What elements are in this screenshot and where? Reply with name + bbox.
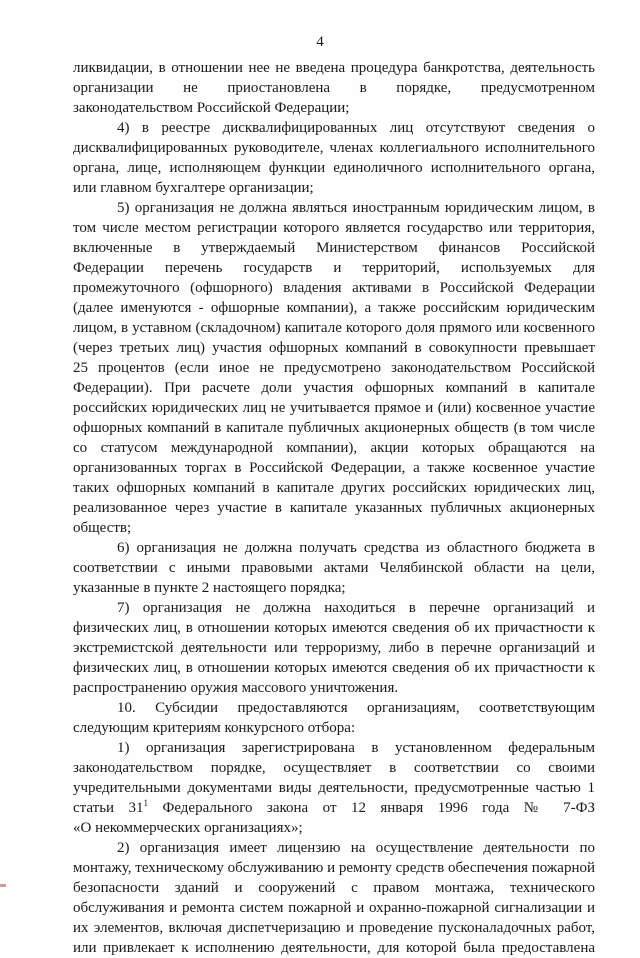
text-line-content: организованных торгах в Российской Федерации, а также косвенное участие (73, 460, 595, 476)
text-line-content: со статусом международной компании), акции которых обращаются на (73, 440, 595, 456)
text-line (73, 498, 595, 518)
text-line-content: «О некоммерческих организациях»; (73, 820, 303, 836)
text-line-content: 6) организация не должна получать средства из областного бюджета в (117, 540, 595, 556)
text-line (73, 458, 595, 478)
text-line-content: офшорных компаний в капитале публичных акционерных обществ (в том числе (73, 420, 595, 436)
text-line (73, 518, 595, 538)
text-line-content: обществ; (73, 520, 132, 536)
text-line (73, 218, 595, 238)
text-line-content: 10. Субсидии предоставляются организациям, соответствующим (117, 700, 595, 716)
text-line-content: включенные в утверждаемый Министерством финансов Российской (73, 240, 595, 256)
text-line-content: монтажу, техническому обслуживанию и ремонту средств обеспечения пожарной (73, 860, 595, 876)
text-line-content: (далее именуются - офшорные компании), а также российским юридическим (73, 300, 595, 316)
text-line (73, 78, 595, 98)
text-line-content: законодательством Российской Федерации; (73, 100, 350, 116)
text-line-content: физических лиц, в отношении которых имеются сведения об их причастности к (73, 660, 595, 676)
document-body (73, 58, 595, 958)
text-line (73, 158, 595, 178)
text-line-content: лицом, в уставном (складочном) капитале которого доля прямого или косвенного (73, 320, 595, 336)
text-line (73, 898, 595, 918)
text-line-content: 5) организация не должна являться иностранным юридическим лицом, в (117, 200, 595, 216)
text-line-content: следующим критериям конкурсного отбора: (73, 720, 356, 736)
text-line (73, 938, 595, 958)
text-line-content: или привлекает к исполнению деятельности, для которой была предоставлена (73, 940, 595, 956)
text-line (73, 878, 595, 898)
text-line-content: соответствии с иными правовыми актами Челябинской области на цели, (73, 560, 595, 576)
text-line-content: законодательством порядке, осуществляет в соответствии со своими (73, 760, 595, 776)
text-line-content: (через третьих лиц) участия офшорных компаний в совокупности превышает (73, 340, 595, 356)
text-line (73, 798, 595, 818)
text-line-content: обслуживания и ремонта систем пожарной и охранно-пожарной сигнализации и (73, 900, 595, 916)
superscript: 1 (143, 798, 149, 808)
text-line-content: реализованное через участие в капитале указанных публичных акционерных (73, 500, 595, 516)
text-line (73, 418, 595, 438)
text-line-content: 25 процентов (если иное не предусмотрено законодательством Российской (73, 360, 595, 376)
text-line (73, 918, 595, 938)
text-line-content: 7) организация не должна находиться в перечне организаций и (117, 600, 595, 616)
text-line (73, 318, 595, 338)
text-line (73, 538, 595, 558)
text-line (73, 358, 595, 378)
page-number: 4 (316, 34, 324, 50)
text-line (73, 558, 595, 578)
text-line-content: их элементов, включая диспетчеризацию и проведение пусконаладочных работ, (73, 920, 595, 936)
text-line (73, 598, 595, 618)
text-line-content: Федерации). При расчете доли участия офшорных компаний в капитале (73, 380, 595, 396)
text-line (73, 258, 595, 278)
text-line-content: или главном бухгалтере организации; (73, 180, 314, 196)
text-line (73, 98, 595, 118)
text-line-content: Федерации перечень государств и территорий, используемых для (73, 260, 595, 276)
text-line (73, 578, 595, 598)
text-line-content: российских юридических лиц не учитывается прямое и (или) косвенное участие (73, 400, 595, 416)
text-line-content: 2) организация имеет лицензию на осуществление деятельности по (117, 840, 595, 856)
text-line (73, 638, 595, 658)
text-line (73, 658, 595, 678)
text-line (73, 278, 595, 298)
text-line-content: дисквалифицированных руководителе, членах коллегиального исполнительного (73, 140, 595, 156)
text-line (73, 58, 595, 78)
text-line (73, 718, 595, 738)
text-line-content: физических лиц, в отношении которых имеются сведения об их причастности к (73, 620, 595, 636)
text-line (73, 298, 595, 318)
text-line-content: безопасности зданий и сооружений с правом монтажа, технического (73, 880, 595, 896)
text-line (73, 698, 595, 718)
text-line (73, 818, 595, 838)
text-line-content: распространению оружия массового уничтожения. (73, 680, 399, 696)
text-line-content: учредительными документами виды деятельности, предусмотренные частью 1 (73, 780, 595, 796)
text-line (73, 778, 595, 798)
text-line (73, 378, 595, 398)
text-line-content: экстремистской деятельности или терроризму, либо в перечне организаций и (73, 640, 595, 656)
scan-edge-mark (0, 884, 6, 887)
text-line (73, 678, 595, 698)
text-line-content: статьи 31 (73, 800, 144, 816)
text-line (73, 838, 595, 858)
text-line (73, 138, 595, 158)
text-line (73, 758, 595, 778)
text-line-content: ликвидации, в отношении нее не введена процедура банкротства, деятельность (73, 60, 595, 76)
text-line (73, 438, 595, 458)
text-line (73, 738, 595, 758)
text-line-content: организации не приостановлена в порядке, предусмотренном (73, 80, 595, 96)
text-line-content: Федерального закона от 12 января 1996 года № 7-ФЗ (148, 800, 595, 816)
text-line (73, 178, 595, 198)
text-line (73, 238, 595, 258)
text-line (73, 618, 595, 638)
text-line (73, 198, 595, 218)
text-line-content: промежуточного (офшорного) владения активами в Российской Федерации (73, 280, 595, 296)
text-line (73, 858, 595, 878)
text-line-content: таких офшорных компаний в капитале других российских юридических лиц, (73, 480, 595, 496)
text-line (73, 478, 595, 498)
text-line-content: том числе местом регистрации которого является государство или территория, (73, 220, 595, 236)
text-line (73, 338, 595, 358)
text-line-content: 1) организация зарегистрирована в установленном федеральным (117, 740, 595, 756)
text-line-content: 4) в реестре дисквалифицированных лиц отсутствуют сведения о (117, 120, 595, 136)
text-line (73, 398, 595, 418)
text-line-content: указанные в пункте 2 настоящего порядка; (73, 580, 346, 596)
text-line (73, 118, 595, 138)
text-line-content: органа, лице, исполняющем функции единоличного исполнительного органа, (73, 160, 595, 176)
